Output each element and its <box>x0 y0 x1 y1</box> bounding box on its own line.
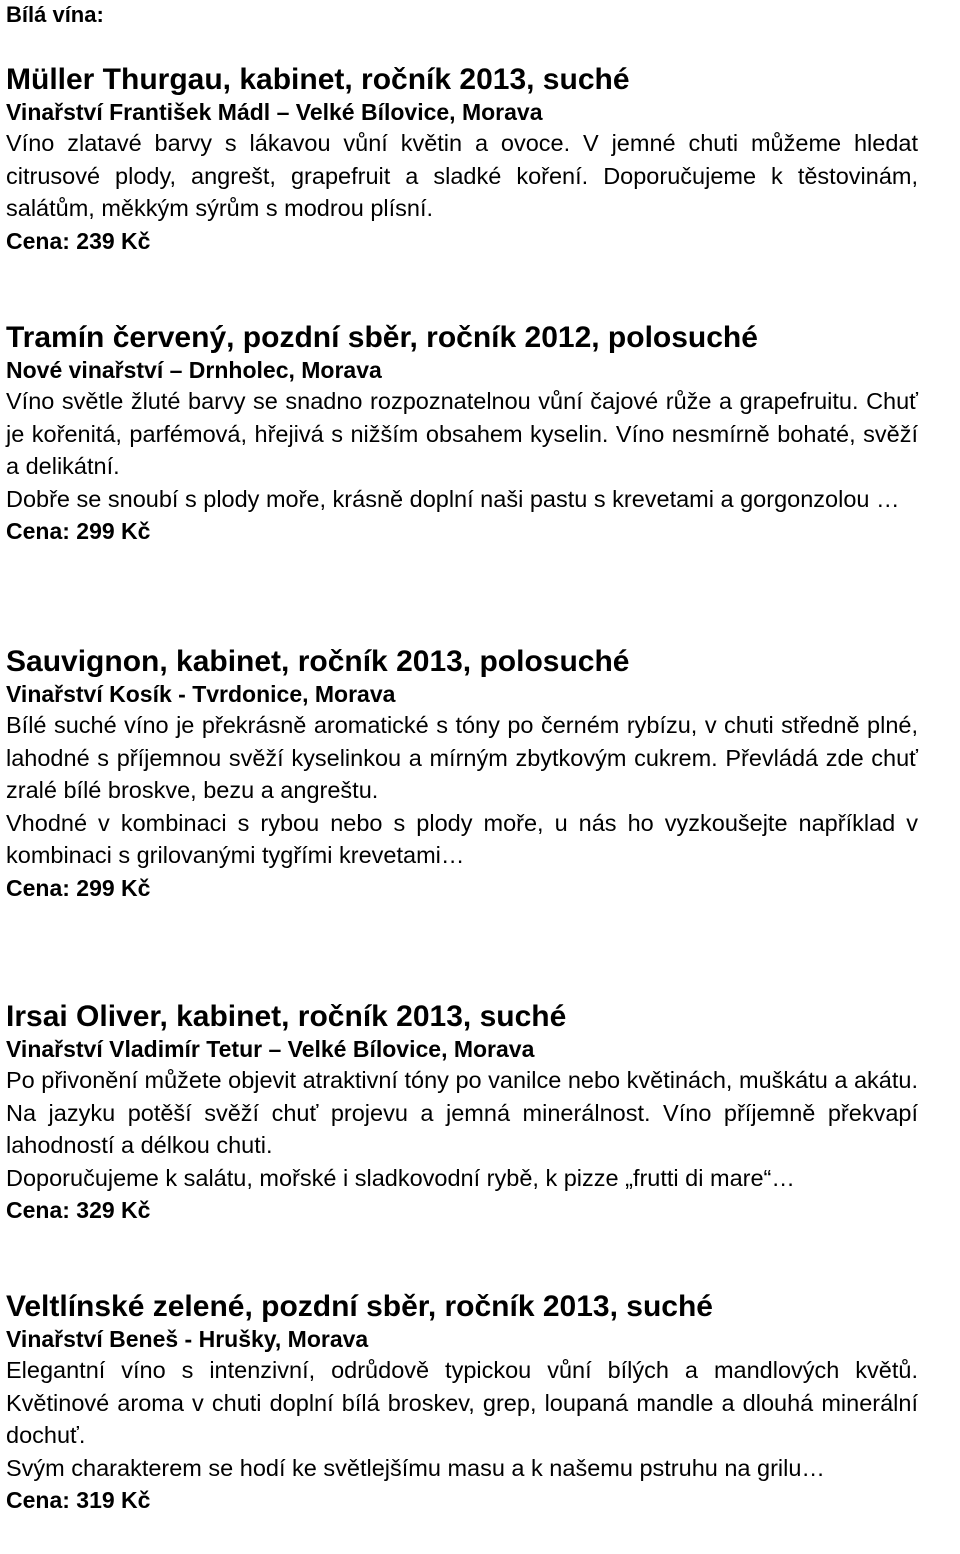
wine-name: Sauvignon, kabinet, ročník 2013, polosuché <box>6 645 630 678</box>
winery-name: Vinařství Beneš - Hrušky, Morava <box>6 1326 369 1352</box>
wine-description: Víno světle žluté barvy se snadno rozpoznatelnou vůní čajové růže a grapefruitu. Chuť je kořenitá, parfémová, hřejivá s nižším obsahem kyselin. Víno nesmírně bohaté, svěží a delikátní. <box>6 388 918 479</box>
wine-pairing: Vhodné v kombinaci s rybou nebo s plody moře, u nás ho vyzkoušejte například v kombinaci s grilovanými tygřími krevetami… <box>6 809 918 868</box>
winery-name: Vinařství František Mádl – Velké Bílovice, Morava <box>6 99 543 125</box>
winery-name: Nové vinařství – Drnholec, Morava <box>6 357 382 383</box>
wine-pairing: Doporučujeme k salátu, mořské i sladkovodní rybě, k pizze „frutti di mare“… <box>6 1164 795 1191</box>
wine-price: Cena: 299 Kč <box>6 518 151 544</box>
wine-price: Cena: 239 Kč <box>6 227 151 254</box>
winery-name: Vinařství Kosík - Tvrdonice, Morava <box>6 681 396 707</box>
wine-pairing: Svým charakterem se hodí ke světlejšímu masu a k našemu pstruhu na grilu… <box>6 1454 825 1481</box>
wine-entry <box>6 645 918 904</box>
wine-description: Bílé suché víno je překrásně aromatické s tóny po černém rybízu, v chuti středně plné, lahodné s příjemnou svěží kyselinkou a mírným zbytkovým cukrem. Převládá zde chuť zralé bílé broskve, bezu a angreštu. <box>6 712 918 803</box>
wine-name: Tramín červený, pozdní sběr, ročník 2012, polosuché <box>6 321 758 354</box>
wine-entry <box>6 1290 918 1516</box>
wine-entry <box>6 321 918 547</box>
wine-description: Po přivonění můžete objevit atraktivní tóny po vanilce nebo květinách, muškátu a akátu. Na jazyku potěší svěží chuť projevu a jemná minerálnost. Víno příjemně překvapí lahodností a délkou chuti. <box>6 1067 918 1158</box>
wine-entry <box>6 1000 918 1226</box>
wine-price: Cena: 299 Kč <box>6 874 151 901</box>
winery-name: Vinařství Vladimír Tetur – Velké Bílovice, Morava <box>6 1036 535 1062</box>
wine-name: Müller Thurgau, kabinet, ročník 2013, suché <box>6 63 630 96</box>
wine-description: Elegantní víno s intenzivní, odrůdově typickou vůní bílých a mandlových květů. Květinové aroma v chuti doplní bílá broskev, grep, loupaná mandle a dlouhá minerální dochuť. <box>6 1357 918 1448</box>
wine-name: Veltlínské zelené, pozdní sběr, ročník 2013, suché <box>6 1290 713 1323</box>
section-title: Bílá vína: <box>6 2 104 27</box>
wine-entry <box>6 63 918 257</box>
wine-price: Cena: 329 Kč <box>6 1197 151 1223</box>
wine-pairing: Dobře se snoubí s plody moře, krásně doplní naši pastu s krevetami a gorgonzolou … <box>6 485 900 512</box>
wine-name: Irsai Oliver, kabinet, ročník 2013, suché <box>6 1000 567 1033</box>
wine-description: Víno zlatavé barvy s lákavou vůní květin a ovoce. V jemné chuti můžeme hledat citrusové plody, angrešt, grapefruit a sladké koření. Doporučujeme k těstovinám, salátům, měkkým sýrům s modrou plísní. <box>6 130 918 221</box>
wine-price: Cena: 319 Kč <box>6 1487 151 1513</box>
